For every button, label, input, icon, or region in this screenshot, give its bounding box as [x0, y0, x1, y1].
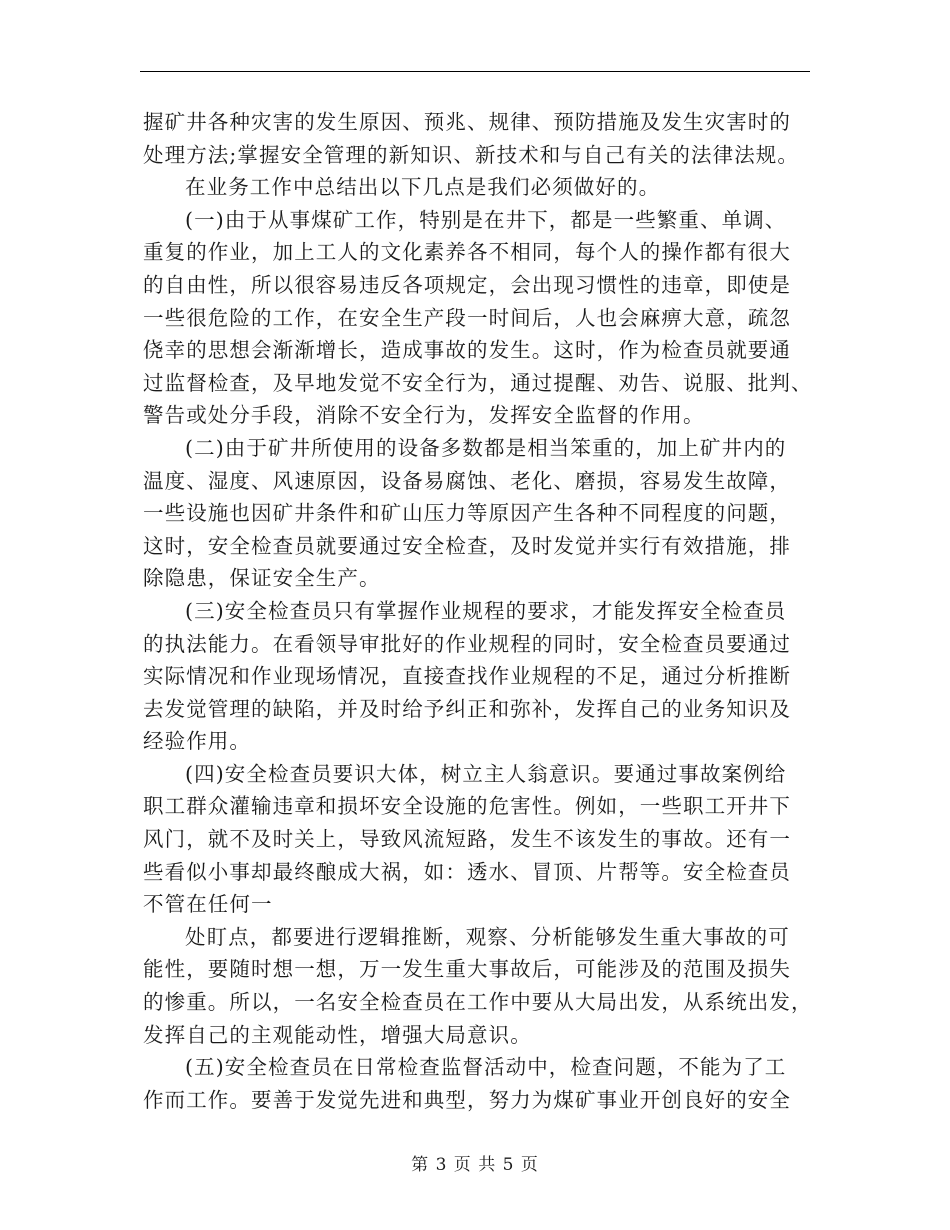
text-line: 在业务工作中总结出以下几点是我们必须做好的。 [185, 175, 661, 200]
document-body [143, 106, 813, 1116]
text-line: 些看似小事却最终酿成大祸，如：透水、冒顶、片帮等。安全检查员 [143, 859, 791, 884]
text-line: 处理方法;掌握安全管理的新知识、新技术和与自己有关的法律法规。 [143, 142, 800, 167]
text-line: 这时，安全检查员就要通过安全检查，及时发觉并实行有效措施，排 [143, 533, 791, 558]
text-line: 警告或处分手段，消除不安全行为，发挥安全监督的作用。 [143, 403, 705, 428]
text-line: 经验作用。 [143, 729, 251, 754]
text-line: (一)由于从事煤矿工作，特别是在井下，都是一些繁重、单调、 [185, 207, 787, 232]
text-line: 侥幸的思想会渐渐增长，造成事故的发生。这时，作为检查员就要通 [143, 338, 791, 363]
text-line: 处盯点，都要进行逻辑推断，观察、分析能够发生重大事故的可 [185, 924, 790, 949]
text-line: 握矿井各种灾害的发生原因、预兆、规律、预防措施及发生灾害时的 [143, 110, 791, 134]
text-line: (四)安全检查员要识大体，树立主人翁意识。要通过事故案例给 [185, 761, 787, 786]
text-line: 作而工作。要善于发觉先进和典型，努力为煤矿事业开创良好的安全 [143, 1087, 791, 1112]
text-line: 的自由性，所以很容易违反各项规定，会出现习惯性的违章，即使是 [143, 272, 791, 297]
text-line: 风门，就不及时关上，导致风流短路，发生不该发生的事故。还有一 [143, 827, 791, 852]
text-line: 除隐患，保证安全生产。 [143, 566, 381, 591]
text-line: 过监督检查，及早地发觉不安全行为，通过提醒、劝告、说服、批判、 [143, 370, 813, 395]
text-line: 的惨重。所以，一名安全检查员在工作中要从大局出发，从系统出发， [143, 990, 813, 1015]
text-line: 发挥自己的主观能动性，增强大局意识。 [143, 1022, 532, 1047]
header-rule [140, 71, 810, 72]
text-line: 的执法能力。在看领导审批好的作业规程的同时，安全检查员要通过 [143, 631, 791, 656]
text-line: 去发觉管理的缺陷，并及时给予纠正和弥补，发挥自己的业务知识及 [143, 696, 791, 721]
text-line: 一些很危险的工作，在安全生产段一时间后，人也会麻痹大意，疏忽 [143, 305, 791, 330]
text-line: 实际情况和作业现场情况，直接查找作业规程的不足，通过分析推断 [143, 664, 791, 689]
text-line: 温度、湿度、风速原因，设备易腐蚀、老化、磨损，容易发生故障， [143, 468, 791, 493]
text-line: (五)安全检查员在日常检查监督活动中，检查问题，不能为了工 [185, 1055, 787, 1080]
text-line: 不管在任何一 [143, 892, 273, 917]
text-line: 职工群众灌输违章和损坏安全设施的危害性。例如，一些职工开井下 [143, 794, 791, 819]
text-line: (二)由于矿井所使用的设备多数都是相当笨重的，加上矿井内的 [185, 435, 787, 460]
text-line: 重复的作业，加上工人的文化素养各不相同，每个人的操作都有很大 [143, 240, 791, 265]
text-line: 能性，要随时想一想，万一发生重大事故后，可能涉及的范围及损失 [143, 957, 791, 982]
text-line: 一些设施也因矿井条件和矿山压力等原因产生各种不同程度的问题， [143, 501, 791, 526]
text-line: (三)安全检查员只有掌握作业规程的要求，才能发挥安全检查员 [185, 598, 787, 623]
page-footer: 第 3 页 共 5 页 [411, 1155, 539, 1175]
